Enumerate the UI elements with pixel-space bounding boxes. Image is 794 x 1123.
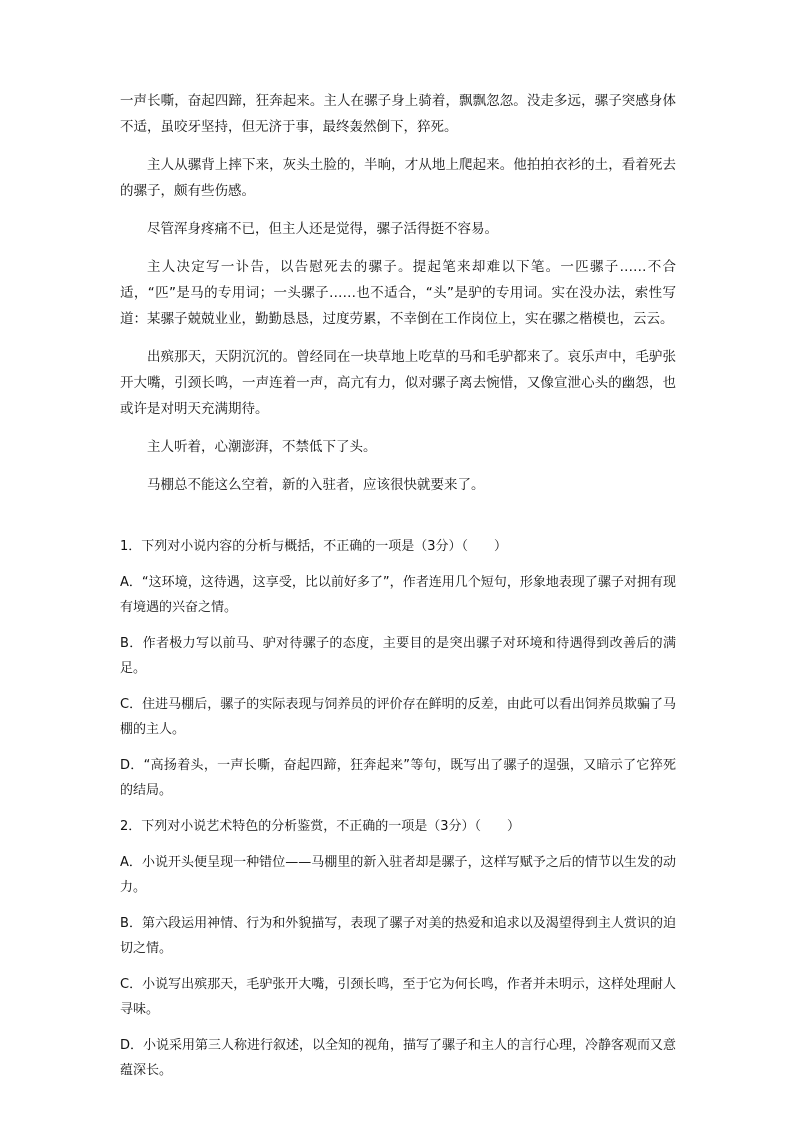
question-option-b: B．第六段运用神情、行为和外貌描写，表现了骡子对美的热爱和追求以及渴望得到主人赏识的迫切之情。 [120,916,676,956]
story-paragraph-5: 出殡那天，天阴沉沉的。曾经同在一块草地上吃草的马和毛驴都来了。哀乐声中，毛驴张开大嘴，引颈长鸣，一声连着一声，高亢有力，似对骡子离去惋惜，又像宣泄心头的幽怨，也或许是对明天充满期待。 [120,349,676,417]
question-stem: 1．下列对小说内容的分析与概括，不正确的一项是（3分）（ ） [120,539,508,554]
question-option-d: D．小说采用第三人称进行叙述，以全知的视角，描写了骡子和主人的言行心理，冷静客观而又意蕴深长。 [120,1038,677,1078]
story-text [120,88,676,498]
question-option-a: A．小说开头便呈现一种错位——马棚里的新入驻者却是骡子，这样写赋予之后的情节以生发的动力。 [120,855,676,895]
questions-section [120,534,676,1083]
story-paragraph-2: 主人从骡背上摔下来，灰头土脸的，半晌，才从地上爬起来。他拍拍衣衫的土，看着死去的骡子，颇有些伤感。 [120,157,676,199]
question-2 [120,814,676,1083]
question-option-a: A．“这环境，这待遇，这享受，比以前好多了”，作者连用几个短句，形象地表现了骡子对拥有现有境遇的兴奋之情。 [120,575,676,615]
question-option-c: C．住进马棚后，骡子的实际表现与饲养员的评价存在鲜明的反差，由此可以看出饲养员欺骗了马棚的主人。 [120,697,676,737]
story-paragraph-7: 马棚总不能这么空着，新的入驻者，应该很快就要来了。 [147,477,485,493]
question-option-d: D．“高扬着头，一声长嘶，奋起四蹄，狂奔起来”等句，既写出了骡子的逞强，又暗示了它猝死的结局。 [120,758,676,798]
question-stem: 2．下列对小说艺术特色的分析鉴赏，不正确的一项是（3分）（ ） [120,819,521,834]
story-paragraph-1: 一声长嘶，奋起四蹄，狂奔起来。主人在骡子身上骑着，飘飘忽忽。没走多远，骡子突感身体不适，虽咬牙坚持，但无济于事，最终轰然倒下，猝死。 [120,93,676,135]
question-1 [120,534,676,803]
question-option-b: B．作者极力写以前马、驴对待骡子的态度，主要目的是突出骡子对环境和待遇得到改善后的满足。 [120,636,676,676]
story-paragraph-6: 主人听着，心潮澎湃，不禁低下了头。 [147,439,377,455]
document-page [120,88,676,1094]
question-option-c: C．小说写出殡那天，毛驴张开大嘴，引颈长鸣，至于它为何长鸣，作者并未明示，这样处理耐人寻味。 [120,977,676,1017]
story-paragraph-3: 尽管浑身疼痛不已，但主人还是觉得，骡子活得挺不容易。 [147,221,498,237]
story-paragraph-4: 主人决定写一讣告，以告慰死去的骡子。提起笔来却难以下笔。一匹骡子……不合适，“匹”是马的专用词；一头骡子……也不适合，“头”是驴的专用词。实在没办法，索性写道：某骡子兢兢业业，勤勤恳恳，过度劳累，不幸倒在工作岗位上，实在骡之楷模也，云云。 [120,259,676,327]
